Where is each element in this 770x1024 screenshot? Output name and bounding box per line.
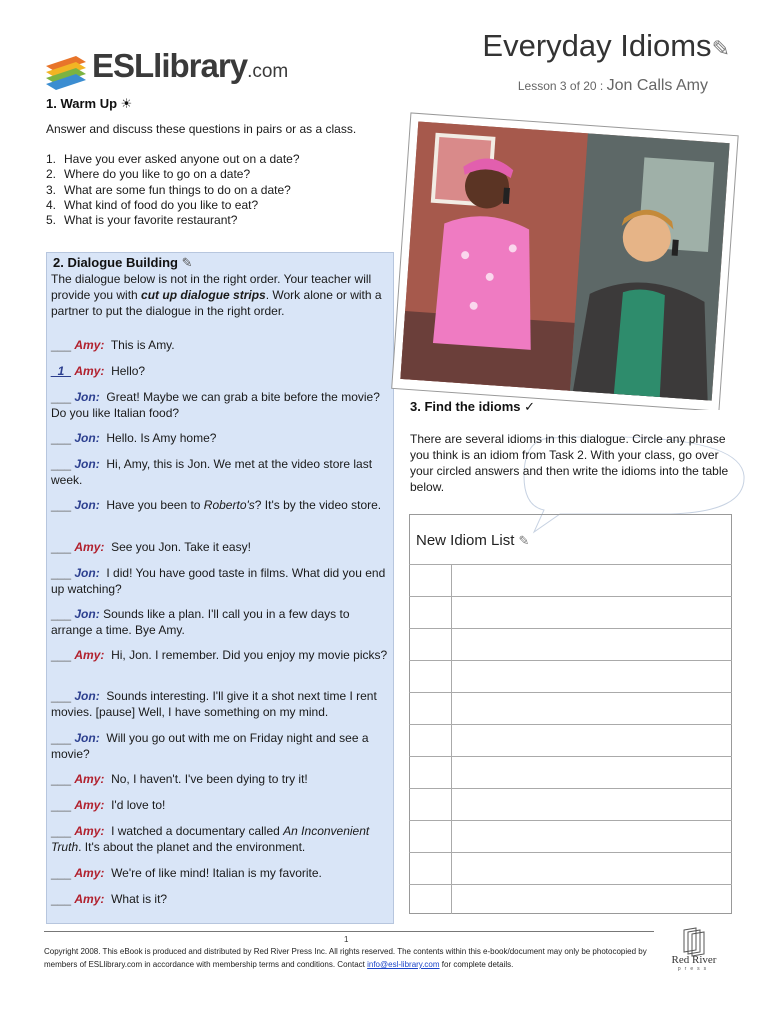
line-text: Hello? — [111, 364, 146, 378]
order-blank: ___ — [51, 892, 72, 906]
list-number: 2. — [46, 167, 57, 182]
warm-up-intro: Answer and discuss these questions in pairs or as a class. — [46, 122, 357, 136]
order-blank: ___ — [51, 731, 72, 745]
dialogue-intro — [51, 271, 391, 319]
pencil-icon: ✎ — [518, 533, 530, 548]
dialogue-line — [51, 797, 391, 813]
speaker-jon: Jon: — [74, 566, 100, 580]
order-blank: ___ — [51, 566, 72, 580]
page-title — [460, 28, 730, 64]
speaker-amy: Amy: — [74, 892, 105, 906]
idiom-table-title — [416, 532, 529, 549]
line-text: Hello. Is Amy home? — [106, 431, 217, 445]
title-text: Everyday Idioms — [482, 28, 712, 63]
list-text: Have you ever asked anyone out on a date? — [64, 152, 300, 166]
line-text: Great! Maybe we can grab a bite before the movie? Do you like Italian food? — [51, 390, 380, 420]
speaker-jon: Jon: — [74, 689, 100, 703]
dialogue-line — [51, 647, 391, 663]
dialogue-line — [51, 430, 391, 446]
order-blank: ___ — [51, 798, 72, 812]
list-item — [46, 183, 300, 198]
dialogue-line — [51, 606, 391, 638]
idiom-table-title-text: New Idiom List — [416, 532, 515, 549]
line-text: I watched a documentary called — [111, 824, 284, 838]
speaker-amy: Amy: — [74, 824, 105, 838]
list-item — [46, 152, 300, 167]
publisher-subtitle: press — [677, 966, 711, 972]
find-idioms-heading-text: 3. Find the idioms — [410, 399, 521, 414]
speaker-jon: Jon: — [74, 390, 100, 404]
lesson-info — [420, 77, 708, 95]
order-number: _1_ — [51, 364, 72, 378]
line-text: Will you go out with me on Friday night and see a movie? — [51, 731, 369, 761]
speaker-jon: Jon: — [74, 731, 100, 745]
speaker-amy: Amy: — [74, 772, 105, 786]
line-text: See you Jon. Take it easy! — [111, 540, 251, 554]
lesson-subtitle: Jon Calls Amy — [606, 77, 708, 94]
list-number: 5. — [46, 213, 57, 228]
books-stack-icon — [46, 56, 86, 90]
list-item — [46, 198, 300, 213]
dialogue-line — [51, 865, 391, 881]
table-row — [409, 852, 732, 853]
line-text: No, I haven't. I've been dying to try it! — [111, 772, 308, 786]
intro-text: The dialogue below is not in the right order. Your teacher will provide you with — [51, 272, 372, 302]
table-row — [409, 596, 732, 597]
dialogue-line — [51, 497, 391, 513]
warm-up-questions — [46, 152, 300, 228]
copyright-text: Copyright 2008. This eBook is produced and distributed by Red River Press Inc. All rights reserved. The contents within this e-book/document may only be photocopied by members of ESLlibrary.com in accordance with membership terms and conditions. Contact — [44, 947, 647, 969]
copyright-notice — [44, 945, 659, 971]
list-item — [46, 213, 300, 228]
speaker-amy: Amy: — [74, 866, 105, 880]
dialogue-line — [51, 456, 391, 488]
pencil-icon: ✎ — [181, 255, 193, 270]
line-text: Sounds interesting. I'll give it a shot next time I rent movies. [pause] Well, I have something on my mind. — [51, 689, 377, 719]
order-blank: ___ — [51, 540, 72, 554]
order-blank: ___ — [51, 457, 72, 471]
check-icon: ✓ — [524, 399, 536, 414]
warm-up-heading — [46, 96, 132, 112]
logo-suffix: .com — [247, 61, 289, 82]
logo-brand: ESLlibrary — [92, 47, 248, 84]
line-text: Hi, Amy, this is Jon. We met at the video store last week. — [51, 457, 373, 487]
table-row — [409, 628, 732, 629]
speaker-jon: Jon: — [74, 607, 100, 621]
table-row — [409, 820, 732, 821]
page-number: 1 — [344, 935, 349, 944]
line-text: . It's about the planet and the environment. — [78, 840, 306, 854]
line-text: Hi, Jon. I remember. Did you enjoy my movie picks? — [111, 648, 388, 662]
idiom-table — [409, 514, 732, 914]
speaker-jon: Jon: — [74, 498, 100, 512]
speaker-amy: Amy: — [74, 540, 105, 554]
line-text: Sounds like a plan. I'll call you in a few days to arrange a time. Bye Amy. — [51, 607, 350, 637]
table-row — [409, 884, 732, 885]
order-blank: ___ — [51, 498, 72, 512]
order-blank: ___ — [51, 824, 72, 838]
table-row — [409, 756, 732, 757]
dialogue-line — [51, 565, 391, 597]
table-row — [409, 788, 732, 789]
order-blank: ___ — [51, 866, 72, 880]
table-column-divider — [451, 564, 452, 914]
logo-wordmark — [92, 46, 288, 92]
order-blank: ___ — [51, 689, 72, 703]
line-text: This is Amy. — [110, 338, 175, 352]
copyright-text: for complete details. — [439, 960, 514, 969]
speaker-jon: Jon: — [74, 457, 100, 471]
dialogue-line — [51, 363, 391, 379]
table-row — [409, 660, 732, 661]
order-blank: ___ — [51, 390, 72, 404]
pencil-icon: ✎ — [711, 36, 730, 61]
speaker-amy: Amy: — [74, 798, 105, 812]
line-text: I did! You have good taste in films. What did you end up watching? — [51, 566, 386, 596]
speaker-amy: Amy: — [74, 364, 105, 378]
speaker-jon: Jon: — [74, 431, 100, 445]
line-text: ? It's by the video store. — [254, 498, 382, 512]
line-text: We're of like mind! Italian is my favorite. — [111, 866, 322, 880]
dialogue-line — [51, 823, 391, 855]
line-text: I'd love to! — [111, 798, 166, 812]
order-blank: ___ — [51, 772, 72, 786]
intro-emphasis: cut up dialogue strips — [141, 288, 266, 302]
line-text: Have you been to — [106, 498, 204, 512]
dialogue-line — [51, 337, 391, 353]
table-row — [409, 564, 732, 565]
intro-text: . Work alone or with a partner to put the dialogue in the right order. — [51, 288, 382, 318]
order-blank: ___ — [51, 431, 72, 445]
footer-divider — [44, 931, 654, 932]
speaker-amy: Amy: — [74, 648, 105, 662]
table-row — [409, 724, 732, 725]
list-item — [46, 167, 300, 182]
list-text: Where do you like to go on a date? — [64, 167, 251, 182]
warm-up-heading-text: 1. Warm Up — [46, 96, 118, 111]
sun-icon: ☀ — [120, 96, 133, 111]
dialogue-heading — [53, 255, 192, 271]
illustration-phone-call — [387, 112, 742, 410]
line-emphasis: An Inconvenient Truth — [51, 824, 370, 854]
dialogue-heading-text: 2. Dialogue Building — [53, 255, 178, 270]
publisher-name: Red River — [671, 954, 717, 966]
order-blank: ___ — [51, 338, 72, 352]
lesson-number: Lesson 3 of 20 : — [517, 79, 604, 93]
list-text: What are some fun things to do on a date? — [64, 182, 291, 197]
dialogue-line — [51, 730, 391, 762]
line-emphasis: Roberto's — [203, 498, 255, 512]
dialogue-line — [51, 539, 391, 555]
line-text: What is it? — [111, 892, 168, 906]
list-text: What is your favorite restaurant? — [64, 213, 238, 228]
dialogue-line — [51, 688, 391, 720]
find-idioms-instructions: There are several idioms in this dialogue. Circle any phrase you think is an idiom from Task 2. With your class, go over your circled answers and then write the idioms into the table below. — [410, 432, 729, 494]
dialogue-line — [51, 891, 391, 907]
list-number: 3. — [46, 182, 57, 197]
table-row — [409, 692, 732, 693]
contact-email-link[interactable]: info@esl-library.com — [367, 960, 440, 969]
order-blank: ___ — [51, 648, 72, 662]
list-number: 1. — [46, 152, 57, 166]
list-number: 4. — [46, 197, 57, 212]
order-blank: ___ — [51, 607, 72, 621]
dialogue-line — [51, 389, 391, 421]
dialogue-line — [51, 771, 391, 787]
speaker-amy: Amy: — [74, 338, 105, 352]
list-text: What kind of food do you like to eat? — [64, 197, 259, 212]
book-pages-icon — [684, 928, 704, 956]
find-idioms-heading — [410, 399, 535, 415]
